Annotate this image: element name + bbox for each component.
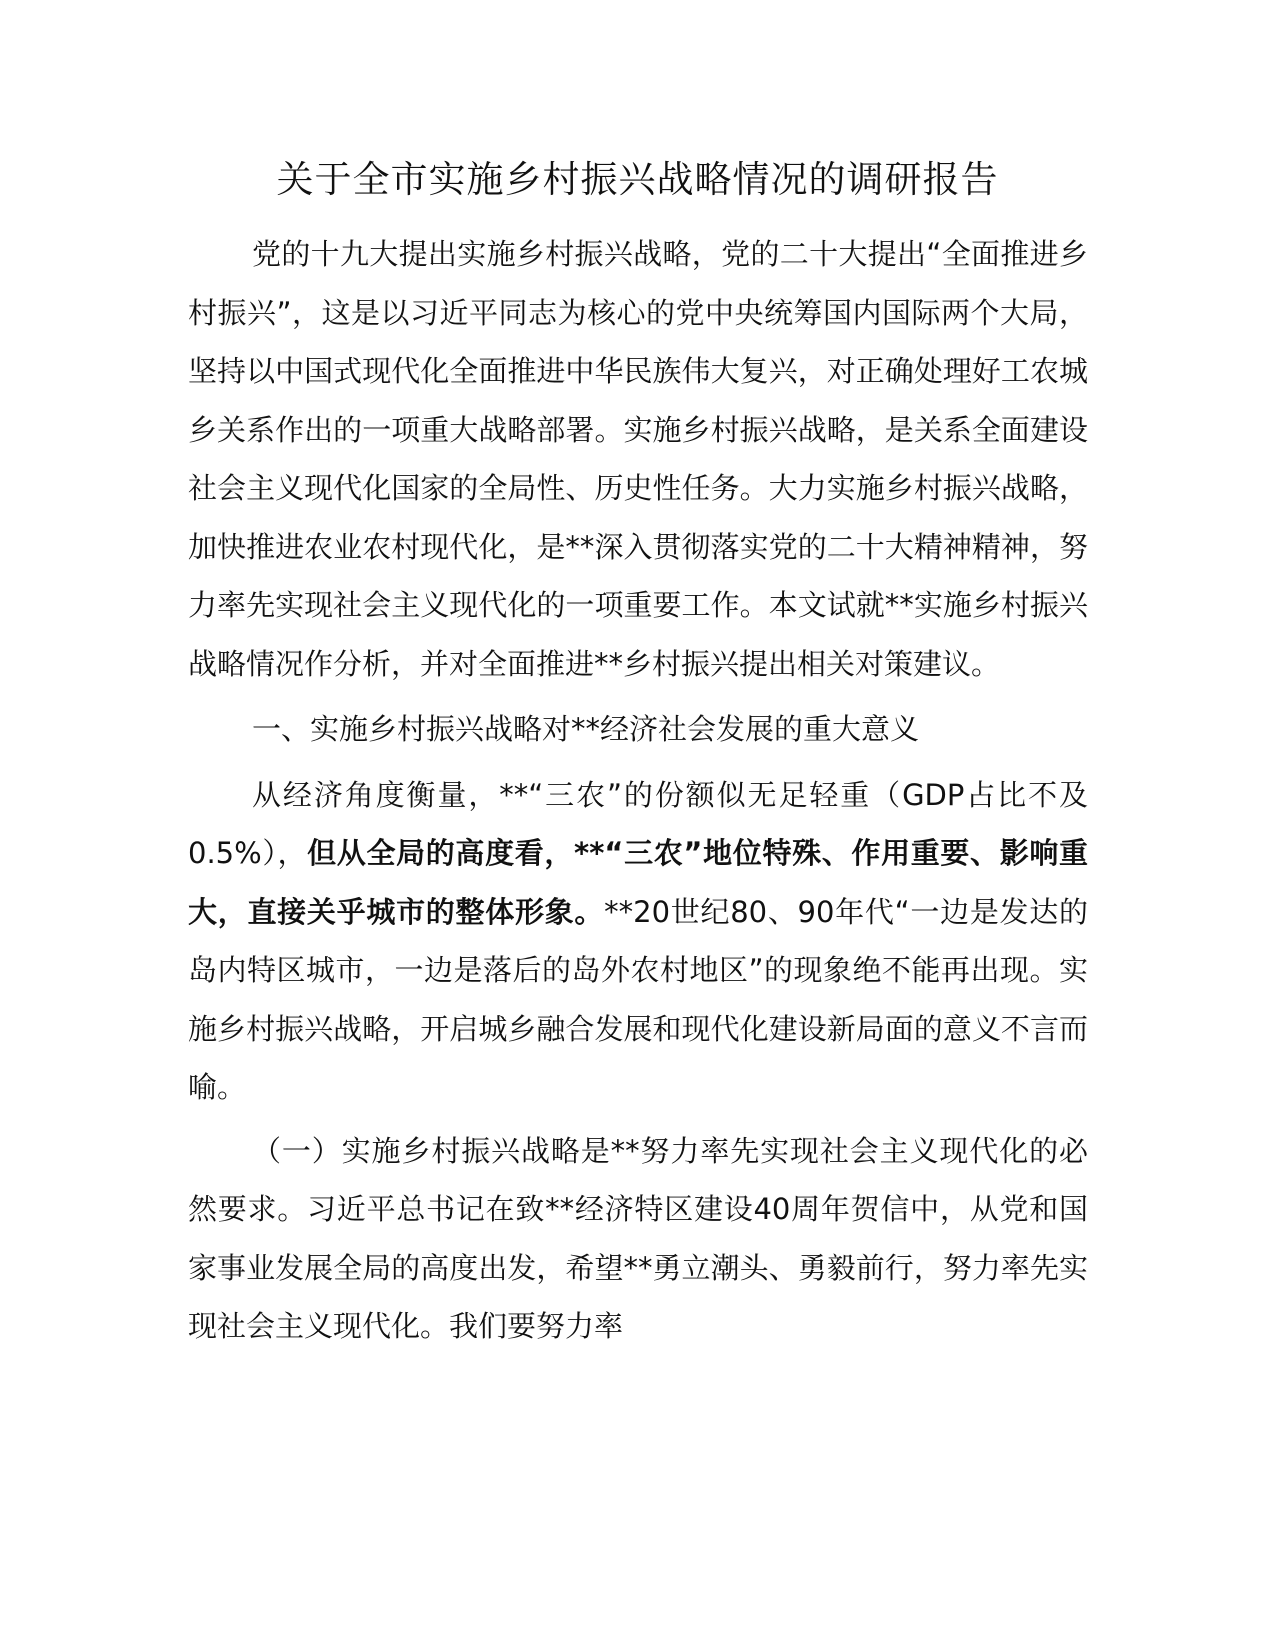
section-paragraph-bold-text: 但从全局的高度看，**“三农”地位特殊、作用重要、影响重大，直接关乎城市的整体形象。	[188, 836, 1088, 929]
section-paragraph-text-a: 从经济角度衡量，**“三农”的份额似无足轻重（GDP占比不及0.5%），	[188, 777, 1088, 870]
section-paragraph-text-b: **20世纪80、90年代“一边是发达的岛内特区城市，一边是落后的岛外农村地区”的现象绝不能再出现。实施乡村振兴战略，开启城乡融合发展和现代化建设新局面的意义不言而喻。	[188, 894, 1088, 1104]
section-paragraph	[188, 766, 1088, 1117]
intro-paragraph: 党的十九大提出实施乡村振兴战略，党的二十大提出“全面推进乡村振兴”，这是以习近平同志为核心的党中央统筹国内国际两个大局，坚持以中国式现代化全面推进中华民族伟大复兴，对正确处理好工农城乡关系作出的一项重大战略部署。实施乡村振兴战略，是关系全面建设社会主义现代化国家的全局性、历史性任务。大力实施乡村振兴战略，加快推进农业农村现代化，是**深入贯彻落实党的二十大精神精神，努力率先实现社会主义现代化的一项重要工作。本文试就**实施乡村振兴战略情况作分析，并对全面推进**乡村振兴提出相关对策建议。	[188, 237, 1088, 681]
document-body	[188, 225, 1088, 1356]
section-heading: 一、实施乡村振兴战略对**经济社会发展的重大意义	[252, 712, 920, 746]
document-title: 关于全市实施乡村振兴战略情况的调研报告	[276, 158, 999, 201]
subsection-paragraph: （一）实施乡村振兴战略是**努力率先实现社会主义现代化的必然要求。习近平总书记在致**经济特区建设40周年贺信中，从党和国家事业发展全局的高度出发，希望**勇立潮头、勇毅前行，努力率先实现社会主义现代化。我们要努力率	[188, 1133, 1088, 1343]
